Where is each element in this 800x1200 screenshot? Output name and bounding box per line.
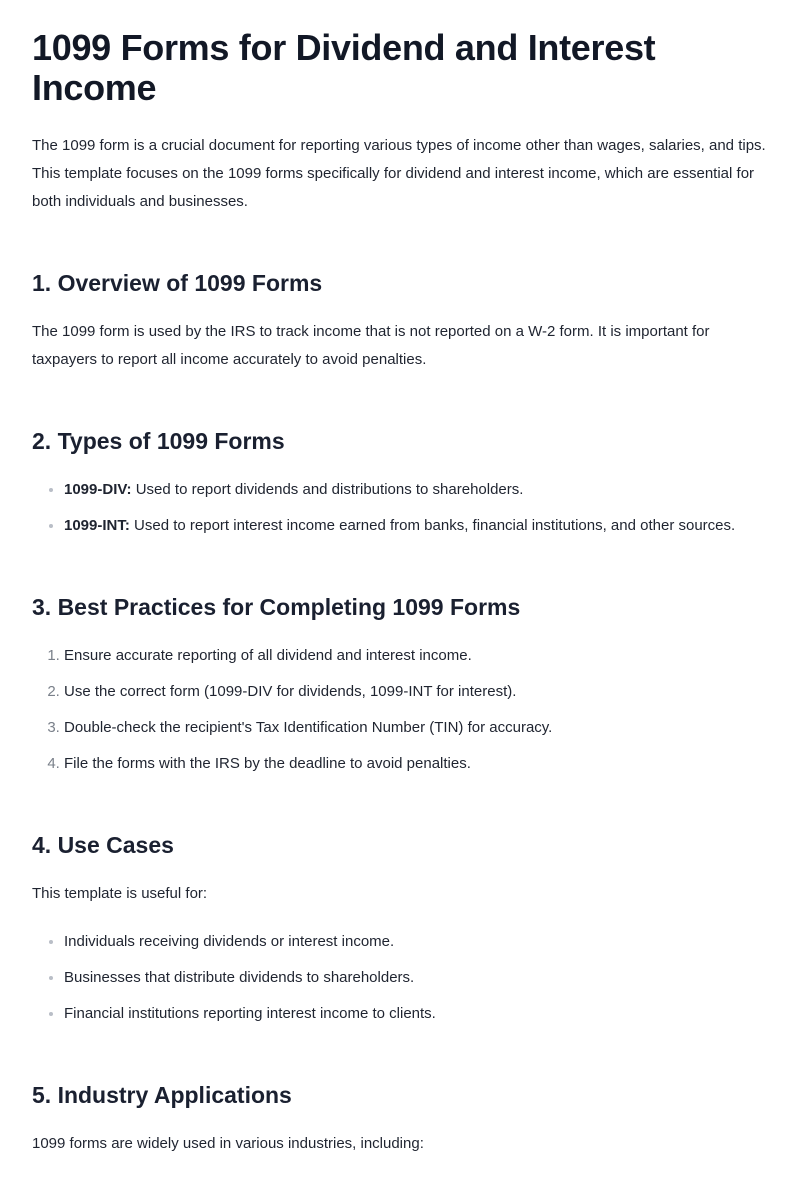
section-heading-use-cases: 4. Use Cases [32, 832, 174, 858]
list-item: • Businesses that distribute dividends to shareholders. [64, 964, 768, 992]
list-item [64, 512, 768, 540]
list-item: 3. Double-check the recipient's Tax Identification Number (TIN) for accuracy. [64, 714, 768, 742]
overview-paragraph: The 1099 form is used by the IRS to track income that is not reported on a W-2 form. It is important for taxpayers to report all income accurately to avoid penalties. [32, 323, 710, 368]
section-heading-best-practices: 3. Best Practices for Completing 1099 Forms [32, 594, 521, 620]
section-heading-types: 2. Types of 1099 Forms [32, 428, 285, 454]
form-description: Used to report dividends and distributions to shareholders. [131, 481, 524, 498]
form-description: Used to report interest income earned from banks, financial institutions, and other sources. [129, 517, 736, 534]
list-item: • Financial institutions reporting interest income to clients. [64, 1000, 768, 1028]
list-item: 2. Use the correct form (1099-DIV for dividends, 1099-INT for interest). [64, 678, 768, 706]
section-heading-industry: 5. Industry Applications [32, 1082, 292, 1108]
list-item [64, 476, 768, 504]
section-heading-overview: 1. Overview of 1099 Forms [32, 270, 323, 296]
list-item: 4. File the forms with the IRS by the deadline to avoid penalties. [64, 750, 768, 778]
page-title: 1099 Forms for Dividend and Interest Income [32, 27, 656, 108]
use-cases-lead: This template is useful for: [32, 885, 208, 902]
list-item: 1. Ensure accurate reporting of all dividend and interest income. [64, 642, 768, 670]
form-term: 1099-DIV: [64, 481, 132, 498]
intro-paragraph: The 1099 form is a crucial document for reporting various types of income other than wages, salaries, and tips. This template focuses on the 1099 forms specifically for dividend and interest income, which are essential for both individuals and businesses. [32, 137, 766, 210]
form-term: 1099-INT: [64, 517, 130, 534]
industry-lead: 1099 forms are widely used in various industries, including: [32, 1135, 424, 1152]
best-practices-list [32, 642, 768, 778]
list-item: • Individuals receiving dividends or interest income. [64, 928, 768, 956]
types-list [32, 476, 768, 540]
use-cases-list [32, 928, 768, 1028]
